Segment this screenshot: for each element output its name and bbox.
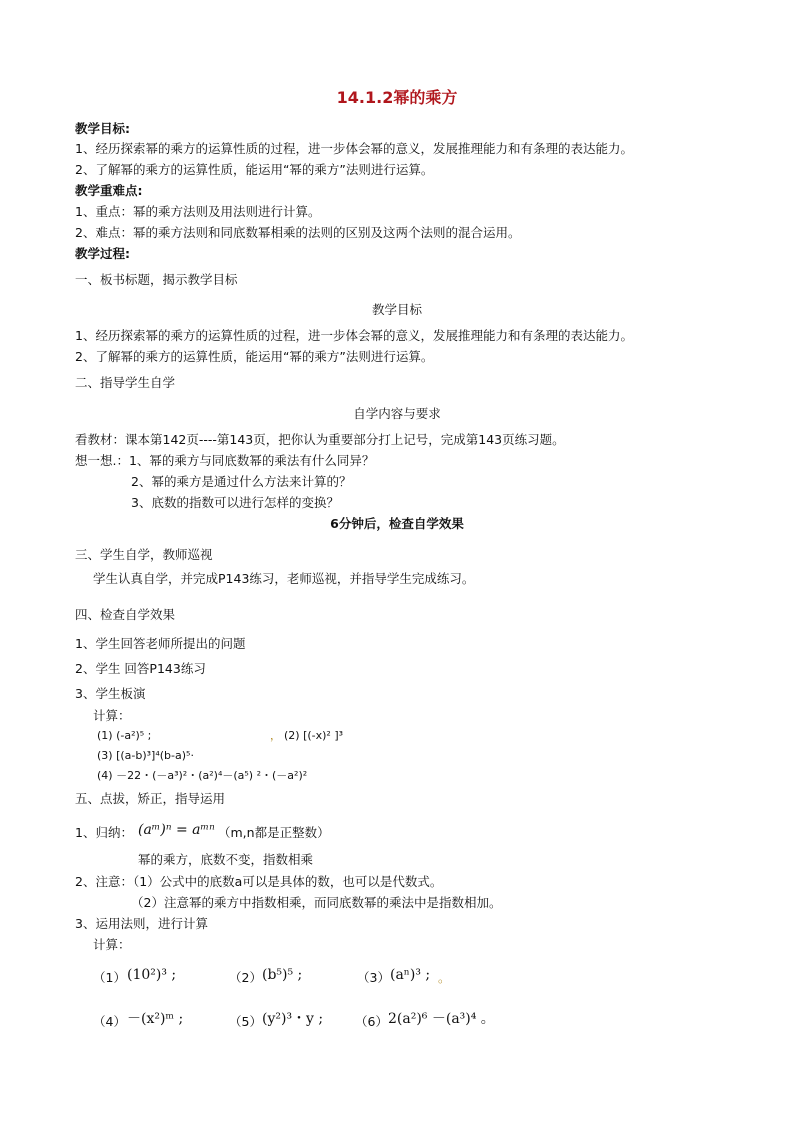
problem-5-number: （5） — [229, 1014, 262, 1029]
problem-2-expression: (b⁵)⁵ ; — [262, 967, 303, 983]
section-2-heading: 二、指导学生自学 — [75, 375, 176, 390]
objective-item-2: 2、了解幂的乘方的运算性质，能运用“幂的乘方”法则进行运算。 — [75, 162, 434, 177]
section-1-item-2: 2、了解幂的乘方的运算性质，能运用“幂的乘方”法则进行运算。 — [75, 349, 434, 364]
problem-3-number: （3） — [357, 970, 390, 985]
problem-1-number: （1） — [93, 970, 126, 985]
power-formula: (aᵐ)ⁿ = aᵐⁿ — [138, 822, 215, 838]
section-4-item-2: 2、学生 回答P143练习 — [75, 661, 206, 676]
section-2-think-3: 3、底数的指数可以进行怎样的变换？ — [131, 495, 339, 510]
problem-4-expression: －(x²)ᵐ ; — [127, 1011, 184, 1027]
section-5-apply: 3、运用法则，进行计算 — [75, 916, 208, 931]
section-2-center-title: 自学内容与要求 — [353, 406, 441, 421]
problem-3-mark: 。 — [438, 970, 451, 985]
section-4-mark: ， — [270, 729, 281, 742]
section-5-calc-label: 计算： — [93, 937, 131, 952]
section-3-text: 学生认真自学，并完成P143练习，老师巡视，并指导学生完成练习。 — [93, 571, 475, 586]
power-formula-condition: （m,n都是正整数） — [218, 825, 330, 840]
section-4-heading: 四、检查自学效果 — [75, 607, 176, 622]
problem-3-expression: (aⁿ)³ ; — [390, 967, 431, 983]
section-1-heading: 一、板书标题，揭示教学目标 — [75, 272, 238, 287]
section-2-think-2: 2、幂的乘方是通过什么方法来计算的？ — [131, 474, 352, 489]
section-5-rule: 幂的乘方，底数不变，指数相乘 — [138, 852, 314, 867]
section-4-item-3: 3、学生板演 — [75, 686, 146, 701]
problem-6-number: （6） — [355, 1014, 388, 1029]
problem-2-number: （2） — [229, 970, 262, 985]
key-point-item-1: 1、重点：幂的乘方法则及用法则进行计算。 — [75, 204, 321, 219]
section-2-think-1: 想一想.：1、幂的乘方与同底数幂的乘法有什么同异？ — [75, 453, 375, 468]
section-4-problem-3: (3) [(a-b)³]⁴(b-a)⁵· — [97, 749, 194, 762]
problem-6-expression: 2(a²)⁶ －(a³)⁴ 。 — [388, 1011, 495, 1027]
key-point-item-2: 2、难点：幂的乘方法则和同底数幂相乘的法则的区别及这两个法则的混合运用。 — [75, 225, 521, 240]
key-points-heading: 教学重难点: — [75, 183, 143, 198]
section-4-calc-label: 计算： — [93, 708, 131, 723]
page-title: 14.1.2幂的乘方 — [336, 88, 458, 107]
section-4-problem-4: (4) －22・(－a³)²・(a²)⁴－(a⁵) ²・(－a²)² — [97, 769, 308, 782]
problem-4-number: （4） — [93, 1014, 126, 1029]
section-2-reading: 看教材：课本第142页----第143页，把你认为重要部分打上记号，完成第143页练习题。 — [75, 432, 565, 447]
objective-item-1: 1、经历探索幂的乘方的运算性质的过程，进一步体会幂的意义，发展推理能力和有条理的表达能力。 — [75, 141, 633, 156]
problem-1-expression: (10²)³ ; — [127, 967, 177, 983]
section-1-item-1: 1、经历探索幂的乘方的运算性质的过程，进一步体会幂的意义，发展推理能力和有条理的表达能力。 — [75, 328, 633, 343]
objectives-heading: 教学目标: — [75, 121, 130, 136]
section-4-item-1: 1、学生回答老师所提出的问题 — [75, 636, 246, 651]
section-4-problem-1: (1) (-a²)⁵ ; — [97, 729, 152, 742]
section-5-note-2: （2）注意幂的乘方中指数相乘，而同底数幂的乘法中是指数相加。 — [131, 895, 502, 910]
problem-5-expression: (y²)³・y ; — [262, 1011, 324, 1027]
section-5-note-1: 2、注意：（1）公式中的底数a可以是具体的数，也可以是代数式。 — [75, 874, 443, 889]
section-3-heading: 三、学生自学，教师巡视 — [75, 547, 213, 562]
section-5-heading: 五、点拔，矫正，指导运用 — [75, 791, 226, 806]
section-5-summary-label: 1、归纳： — [75, 825, 133, 840]
section-1-center-title: 教学目标 — [371, 302, 422, 317]
section-2-check-note: 6分钟后，检查自学效果 — [330, 516, 464, 531]
section-4-problem-2: (2) [(-x)² ]³ — [284, 729, 344, 742]
process-heading: 教学过程: — [75, 246, 130, 261]
